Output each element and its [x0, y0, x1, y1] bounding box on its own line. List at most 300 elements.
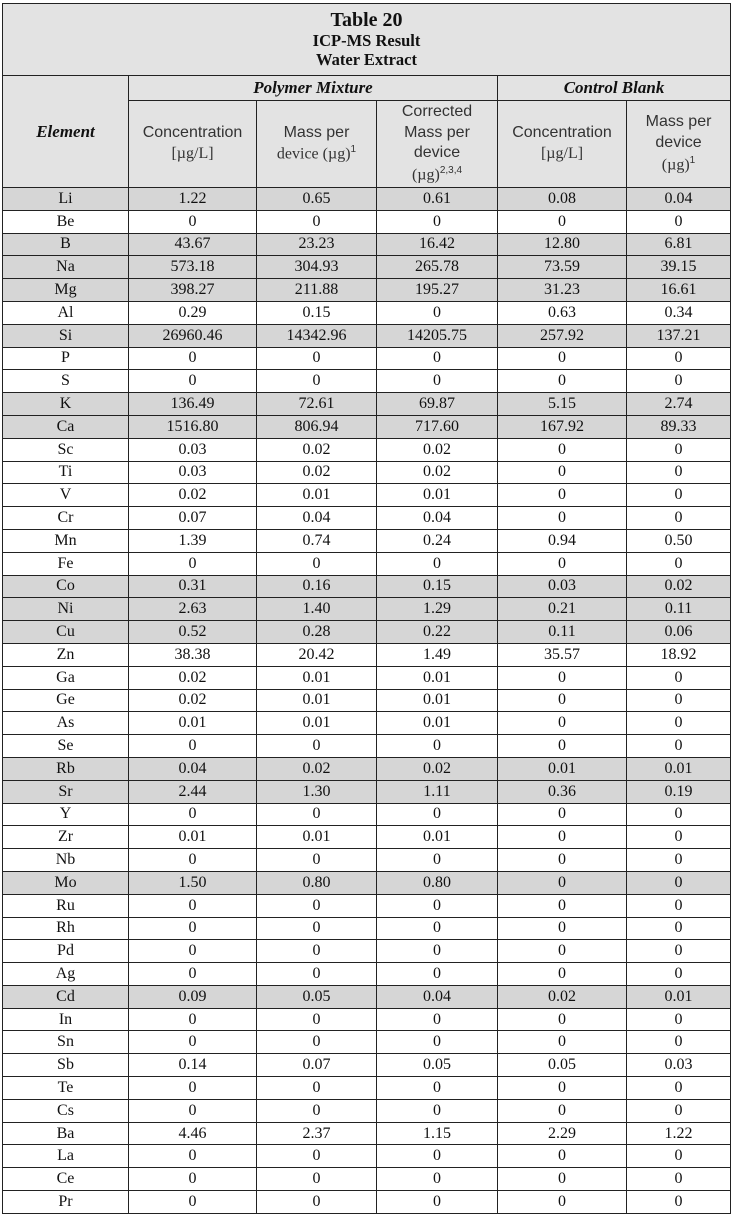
- control-concentration-cell: 0: [498, 917, 627, 940]
- element-symbol-cell: Mo: [3, 871, 129, 894]
- polymer-concentration-cell: 1.22: [129, 188, 257, 211]
- element-symbol-cell: Ru: [3, 894, 129, 917]
- polymer-concentration-cell: 0: [129, 894, 257, 917]
- polymer-mass-cell: 0.01: [257, 712, 377, 735]
- polymer-corrected-mass-cell: 0.02: [377, 757, 498, 780]
- polymer-mass-cell: 0: [257, 1031, 377, 1054]
- element-symbol-cell: Li: [3, 188, 129, 211]
- element-symbol-cell: Nb: [3, 849, 129, 872]
- table-row: [3, 1054, 731, 1077]
- element-symbol-cell: Te: [3, 1077, 129, 1100]
- element-symbol-cell: Zn: [3, 643, 129, 666]
- element-symbol-cell: Co: [3, 575, 129, 598]
- table-row: [3, 826, 731, 849]
- control-mass-cell: 0: [627, 712, 731, 735]
- table-row: [3, 188, 731, 211]
- table-row: [3, 735, 731, 758]
- control-concentration-cell: 0: [498, 1099, 627, 1122]
- control-concentration-cell: 0.05: [498, 1054, 627, 1077]
- table-row: [3, 712, 731, 735]
- control-mass-cell: 0.01: [627, 757, 731, 780]
- element-symbol-cell: Na: [3, 256, 129, 279]
- polymer-concentration-cell: 0: [129, 1008, 257, 1031]
- control-mass-cell: 0: [627, 917, 731, 940]
- control-mass-cell: 0: [627, 552, 731, 575]
- polymer-corrected-mass-cell: 265.78: [377, 256, 498, 279]
- control-concentration-cell: 2.29: [498, 1122, 627, 1145]
- polymer-concentration-cell: 0.02: [129, 484, 257, 507]
- element-symbol-cell: Ti: [3, 461, 129, 484]
- control-concentration-cell: 0.11: [498, 621, 627, 644]
- table-row: [3, 507, 731, 530]
- control-mass-cell: 0.03: [627, 1054, 731, 1077]
- element-symbol-cell: Se: [3, 735, 129, 758]
- polymer-mass-cell: 23.23: [257, 233, 377, 256]
- polymer-mass-cell: 0.04: [257, 507, 377, 530]
- polymer-mass-cell: 72.61: [257, 393, 377, 416]
- element-symbol-cell: Be: [3, 210, 129, 233]
- element-symbol-cell: Si: [3, 324, 129, 347]
- element-symbol-cell: Rb: [3, 757, 129, 780]
- control-concentration-cell: 0: [498, 803, 627, 826]
- polymer-mass-cell: 0.74: [257, 529, 377, 552]
- polymer-mass-cell: 0: [257, 894, 377, 917]
- control-concentration-cell: 257.92: [498, 324, 627, 347]
- control-mass-cell: 0: [627, 1099, 731, 1122]
- polymer-mass-cell: 0: [257, 917, 377, 940]
- element-symbol-cell: B: [3, 233, 129, 256]
- table-row: [3, 1168, 731, 1191]
- control-concentration-cell: 0: [498, 894, 627, 917]
- element-symbol-cell: Ca: [3, 415, 129, 438]
- control-concentration-cell: 167.92: [498, 415, 627, 438]
- control-mass-cell: 0: [627, 963, 731, 986]
- polymer-mass-cell: 0: [257, 803, 377, 826]
- element-symbol-cell: Zr: [3, 826, 129, 849]
- polymer-concentration-cell: 0: [129, 1168, 257, 1191]
- polymer-concentration-cell: 0: [129, 963, 257, 986]
- control-mass-cell: 0: [627, 940, 731, 963]
- control-concentration-cell: 0.63: [498, 301, 627, 324]
- table-row: [3, 757, 731, 780]
- element-symbol-cell: Ga: [3, 666, 129, 689]
- control-mass-cell: 0: [627, 871, 731, 894]
- table-number: Table 20: [330, 9, 403, 32]
- table-row: [3, 598, 731, 621]
- polymer-corrected-mass-cell: 0: [377, 552, 498, 575]
- polymer-concentration-cell: 0: [129, 347, 257, 370]
- table-row: [3, 256, 731, 279]
- control-concentration-cell: 0: [498, 438, 627, 461]
- control-mass-cell: 6.81: [627, 233, 731, 256]
- polymer-concentration-cell: 0: [129, 1077, 257, 1100]
- polymer-mass-cell: 0.01: [257, 689, 377, 712]
- control-concentration-cell: 0.03: [498, 575, 627, 598]
- polymer-concentration-cell: 1.50: [129, 871, 257, 894]
- element-symbol-cell: Y: [3, 803, 129, 826]
- polymer-concentration-cell: 0.01: [129, 826, 257, 849]
- table-row: [3, 849, 731, 872]
- control-mass-cell: 0.50: [627, 529, 731, 552]
- polymer-concentration-cell: 1516.80: [129, 415, 257, 438]
- polymer-mass-cell: 304.93: [257, 256, 377, 279]
- table-row: [3, 1122, 731, 1145]
- control-concentration-cell: 0: [498, 1145, 627, 1168]
- polymer-mass-cell: 0.16: [257, 575, 377, 598]
- polymer-corrected-mass-cell: 717.60: [377, 415, 498, 438]
- polymer-concentration-cell: 0.07: [129, 507, 257, 530]
- control-mass-cell: 0: [627, 210, 731, 233]
- polymer-corrected-mass-cell: 0: [377, 1031, 498, 1054]
- polymer-concentration-cell: 0: [129, 803, 257, 826]
- control-mass-cell: 0: [627, 1031, 731, 1054]
- polymer-concentration-cell: 0: [129, 917, 257, 940]
- control-concentration-cell: 0: [498, 666, 627, 689]
- polymer-corrected-mass-cell: 0.80: [377, 871, 498, 894]
- table-row: [3, 438, 731, 461]
- control-concentration-cell: 0.21: [498, 598, 627, 621]
- control-concentration-cell: 0: [498, 1008, 627, 1031]
- corrected-mass-header: Corrected Mass per device $(\mu g)^{2,3,4}$: [377, 101, 498, 188]
- polymer-concentration-cell: 2.63: [129, 598, 257, 621]
- element-symbol-cell: Ni: [3, 598, 129, 621]
- polymer-mass-cell: 1.30: [257, 780, 377, 803]
- table-title-block: [3, 4, 731, 76]
- polymer-mass-cell: 0: [257, 1168, 377, 1191]
- table-row: [3, 575, 731, 598]
- polymer-concentration-cell: 4.46: [129, 1122, 257, 1145]
- polymer-corrected-mass-cell: 0: [377, 940, 498, 963]
- polymer-corrected-mass-cell: 0: [377, 1077, 498, 1100]
- polymer-mass-cell: 0: [257, 940, 377, 963]
- polymer-corrected-mass-cell: 0.01: [377, 689, 498, 712]
- table-row: [3, 301, 731, 324]
- polymer-corrected-mass-cell: 0: [377, 1191, 498, 1214]
- polymer-mass-cell: 20.42: [257, 643, 377, 666]
- polymer-corrected-mass-cell: 0.22: [377, 621, 498, 644]
- polymer-concentration-cell: 0.31: [129, 575, 257, 598]
- polymer-concentration-cell: 398.27: [129, 279, 257, 302]
- table-row: [3, 393, 731, 416]
- polymer-mass-cell: 0: [257, 963, 377, 986]
- control-concentration-cell: 35.57: [498, 643, 627, 666]
- polymer-corrected-mass-cell: 0: [377, 347, 498, 370]
- control-concentration-cell: 5.15: [498, 393, 627, 416]
- control-concentration-cell: 0: [498, 552, 627, 575]
- table-row: [3, 233, 731, 256]
- concentration-header: Concentration [µg/L]: [129, 101, 257, 188]
- control-concentration-cell: 0: [498, 849, 627, 872]
- control-concentration-cell: 0: [498, 461, 627, 484]
- control-concentration-cell: 0.02: [498, 985, 627, 1008]
- polymer-concentration-cell: 26960.46: [129, 324, 257, 347]
- control-mass-cell: 0: [627, 438, 731, 461]
- control-mass-cell: 0.34: [627, 301, 731, 324]
- polymer-concentration-cell: 43.67: [129, 233, 257, 256]
- polymer-mass-cell: 0: [257, 1008, 377, 1031]
- polymer-corrected-mass-cell: 0: [377, 1168, 498, 1191]
- control-concentration-cell: 0: [498, 871, 627, 894]
- element-symbol-cell: Sb: [3, 1054, 129, 1077]
- element-column-header: Element: [3, 76, 129, 188]
- element-symbol-cell: Sn: [3, 1031, 129, 1054]
- control-mass-cell: 0: [627, 1077, 731, 1100]
- polymer-concentration-cell: 0.03: [129, 438, 257, 461]
- table-row: [3, 643, 731, 666]
- polymer-corrected-mass-cell: 16.42: [377, 233, 498, 256]
- control-concentration-cell: 0: [498, 210, 627, 233]
- polymer-mass-cell: 0.01: [257, 826, 377, 849]
- polymer-concentration-cell: 0: [129, 1099, 257, 1122]
- polymer-corrected-mass-cell: 0.02: [377, 438, 498, 461]
- polymer-mass-cell: 0.01: [257, 666, 377, 689]
- polymer-corrected-mass-cell: 0.61: [377, 188, 498, 211]
- control-concentration-cell: 0: [498, 347, 627, 370]
- polymer-corrected-mass-cell: 0: [377, 894, 498, 917]
- table-row: [3, 689, 731, 712]
- polymer-mass-cell: 0.28: [257, 621, 377, 644]
- polymer-corrected-mass-cell: 0: [377, 1145, 498, 1168]
- table-row: [3, 803, 731, 826]
- element-symbol-cell: Mn: [3, 529, 129, 552]
- control-mass-cell: 0.04: [627, 188, 731, 211]
- element-symbol-cell: V: [3, 484, 129, 507]
- polymer-concentration-cell: 0: [129, 1145, 257, 1168]
- polymer-mass-cell: 0: [257, 347, 377, 370]
- polymer-mass-cell: 2.37: [257, 1122, 377, 1145]
- polymer-mass-cell: 0.65: [257, 188, 377, 211]
- table-body: [3, 188, 731, 1214]
- element-symbol-cell: Cs: [3, 1099, 129, 1122]
- element-symbol-cell: Fe: [3, 552, 129, 575]
- table-row: [3, 985, 731, 1008]
- table-subtitle-2: Water Extract: [316, 50, 417, 69]
- element-symbol-cell: Pr: [3, 1191, 129, 1214]
- polymer-concentration-cell: 0.52: [129, 621, 257, 644]
- polymer-mass-cell: 211.88: [257, 279, 377, 302]
- polymer-concentration-cell: 2.44: [129, 780, 257, 803]
- control-mass-cell: 0: [627, 461, 731, 484]
- polymer-corrected-mass-cell: 0: [377, 1008, 498, 1031]
- polymer-corrected-mass-cell: 0.01: [377, 666, 498, 689]
- control-mass-cell: 18.92: [627, 643, 731, 666]
- control-concentration-cell: 0: [498, 1031, 627, 1054]
- control-concentration-cell: 0.01: [498, 757, 627, 780]
- control-concentration-cell: 0: [498, 1191, 627, 1214]
- polymer-concentration-cell: 38.38: [129, 643, 257, 666]
- polymer-mass-cell: 1.40: [257, 598, 377, 621]
- element-symbol-cell: Cu: [3, 621, 129, 644]
- polymer-corrected-mass-cell: 0: [377, 1099, 498, 1122]
- control-mass-cell: 137.21: [627, 324, 731, 347]
- element-symbol-cell: Cd: [3, 985, 129, 1008]
- control-mass-cell: 0: [627, 484, 731, 507]
- control-concentration-cell: 0.94: [498, 529, 627, 552]
- polymer-concentration-cell: 0: [129, 735, 257, 758]
- polymer-concentration-cell: 0: [129, 849, 257, 872]
- control-mass-cell: 0.11: [627, 598, 731, 621]
- polymer-corrected-mass-cell: 1.49: [377, 643, 498, 666]
- table-row: [3, 1077, 731, 1100]
- polymer-concentration-cell: 0.02: [129, 666, 257, 689]
- polymer-mass-cell: 14342.96: [257, 324, 377, 347]
- polymer-corrected-mass-cell: 0: [377, 917, 498, 940]
- control-concentration-cell: 0: [498, 826, 627, 849]
- table-subtitle: ICP-MS Result: [312, 31, 421, 51]
- element-symbol-cell: As: [3, 712, 129, 735]
- table-row: [3, 1145, 731, 1168]
- polymer-concentration-cell: 0.14: [129, 1054, 257, 1077]
- element-symbol-cell: Cr: [3, 507, 129, 530]
- table-row: [3, 279, 731, 302]
- polymer-corrected-mass-cell: 1.11: [377, 780, 498, 803]
- element-symbol-cell: Mg: [3, 279, 129, 302]
- polymer-corrected-mass-cell: 0: [377, 301, 498, 324]
- table-row: [3, 529, 731, 552]
- polymer-mass-cell: 0: [257, 552, 377, 575]
- table-row: [3, 484, 731, 507]
- polymer-concentration-cell: 0: [129, 210, 257, 233]
- polymer-corrected-mass-cell: 1.29: [377, 598, 498, 621]
- polymer-corrected-mass-cell: 0.01: [377, 712, 498, 735]
- polymer-corrected-mass-cell: 0: [377, 735, 498, 758]
- table-row: [3, 370, 731, 393]
- polymer-concentration-cell: 0: [129, 1031, 257, 1054]
- control-mass-cell: 2.74: [627, 393, 731, 416]
- table-row: [3, 347, 731, 370]
- polymer-mass-cell: 0.80: [257, 871, 377, 894]
- polymer-corrected-mass-cell: 0: [377, 210, 498, 233]
- table-row: [3, 780, 731, 803]
- polymer-corrected-mass-cell: 0.15: [377, 575, 498, 598]
- polymer-concentration-cell: 0: [129, 552, 257, 575]
- control-concentration-cell: 0: [498, 1077, 627, 1100]
- control-concentration-cell: 0: [498, 484, 627, 507]
- control-mass-per-device-header: Mass per device $(\mu g)^1$: [627, 101, 731, 188]
- control-concentration-cell: 12.80: [498, 233, 627, 256]
- control-mass-cell: 0.19: [627, 780, 731, 803]
- table-row: [3, 871, 731, 894]
- table-row: [3, 415, 731, 438]
- polymer-concentration-cell: 0.29: [129, 301, 257, 324]
- polymer-mass-cell: 0: [257, 1099, 377, 1122]
- control-mass-cell: 0: [627, 735, 731, 758]
- control-concentration-header: Concentration [µg/L]: [498, 101, 627, 188]
- polymer-concentration-cell: 0.09: [129, 985, 257, 1008]
- table-row: [3, 894, 731, 917]
- polymer-mass-cell: 0.15: [257, 301, 377, 324]
- control-mass-cell: 0: [627, 1008, 731, 1031]
- control-mass-cell: 39.15: [627, 256, 731, 279]
- table-row: [3, 1191, 731, 1214]
- icp-ms-results-table: [2, 3, 731, 1214]
- control-mass-cell: 0: [627, 507, 731, 530]
- polymer-mass-cell: 0.05: [257, 985, 377, 1008]
- polymer-mass-cell: 0.07: [257, 1054, 377, 1077]
- polymer-mass-cell: 0: [257, 1145, 377, 1168]
- element-symbol-cell: K: [3, 393, 129, 416]
- polymer-concentration-cell: 0.03: [129, 461, 257, 484]
- control-mass-cell: 0: [627, 666, 731, 689]
- table-row: [3, 666, 731, 689]
- polymer-mixture-group-header: Polymer Mixture: [129, 76, 498, 101]
- polymer-corrected-mass-cell: 0.04: [377, 985, 498, 1008]
- polymer-corrected-mass-cell: 0.01: [377, 484, 498, 507]
- polymer-mass-cell: 0: [257, 210, 377, 233]
- polymer-corrected-mass-cell: 0: [377, 849, 498, 872]
- polymer-concentration-cell: 0.02: [129, 689, 257, 712]
- polymer-corrected-mass-cell: 69.87: [377, 393, 498, 416]
- control-concentration-cell: 0.36: [498, 780, 627, 803]
- control-concentration-cell: 0.08: [498, 188, 627, 211]
- table-row: [3, 940, 731, 963]
- element-symbol-cell: S: [3, 370, 129, 393]
- polymer-corrected-mass-cell: 0.04: [377, 507, 498, 530]
- table-row: [3, 1008, 731, 1031]
- control-mass-cell: 0: [627, 1145, 731, 1168]
- control-mass-cell: 0: [627, 1191, 731, 1214]
- polymer-corrected-mass-cell: 195.27: [377, 279, 498, 302]
- polymer-concentration-cell: 573.18: [129, 256, 257, 279]
- element-symbol-cell: In: [3, 1008, 129, 1031]
- control-mass-cell: 0.02: [627, 575, 731, 598]
- element-symbol-cell: Pd: [3, 940, 129, 963]
- table-row: [3, 1099, 731, 1122]
- polymer-corrected-mass-cell: 1.15: [377, 1122, 498, 1145]
- control-concentration-cell: 0: [498, 370, 627, 393]
- polymer-corrected-mass-cell: 0.05: [377, 1054, 498, 1077]
- control-mass-cell: 0: [627, 370, 731, 393]
- control-mass-cell: 0: [627, 1168, 731, 1191]
- table-row: [3, 1031, 731, 1054]
- table-row: [3, 963, 731, 986]
- control-mass-cell: 0.01: [627, 985, 731, 1008]
- control-concentration-cell: 73.59: [498, 256, 627, 279]
- polymer-mass-cell: 0: [257, 735, 377, 758]
- polymer-concentration-cell: 0: [129, 940, 257, 963]
- control-concentration-cell: 0: [498, 1168, 627, 1191]
- polymer-concentration-cell: 0.01: [129, 712, 257, 735]
- element-symbol-cell: Ce: [3, 1168, 129, 1191]
- element-symbol-cell: La: [3, 1145, 129, 1168]
- control-mass-cell: 0: [627, 894, 731, 917]
- polymer-concentration-cell: 0.04: [129, 757, 257, 780]
- polymer-mass-cell: 0: [257, 370, 377, 393]
- table-row: [3, 461, 731, 484]
- control-mass-cell: 0: [627, 803, 731, 826]
- polymer-mass-cell: 0.02: [257, 438, 377, 461]
- control-mass-cell: 89.33: [627, 415, 731, 438]
- table-row: [3, 917, 731, 940]
- control-concentration-cell: 0: [498, 712, 627, 735]
- control-concentration-cell: 0: [498, 735, 627, 758]
- control-mass-cell: 0: [627, 689, 731, 712]
- element-symbol-cell: Al: [3, 301, 129, 324]
- polymer-mass-cell: 0.01: [257, 484, 377, 507]
- element-symbol-cell: Ba: [3, 1122, 129, 1145]
- polymer-mass-cell: 0.02: [257, 757, 377, 780]
- control-concentration-cell: 31.23: [498, 279, 627, 302]
- control-mass-cell: 0: [627, 347, 731, 370]
- element-symbol-cell: Sc: [3, 438, 129, 461]
- element-symbol-cell: Ag: [3, 963, 129, 986]
- control-mass-cell: 1.22: [627, 1122, 731, 1145]
- element-symbol-cell: Rh: [3, 917, 129, 940]
- polymer-corrected-mass-cell: 0.01: [377, 826, 498, 849]
- element-symbol-cell: Ge: [3, 689, 129, 712]
- polymer-mass-cell: 0.02: [257, 461, 377, 484]
- mass-per-device-header: Mass per device $(\mu g)^1$: [257, 101, 377, 188]
